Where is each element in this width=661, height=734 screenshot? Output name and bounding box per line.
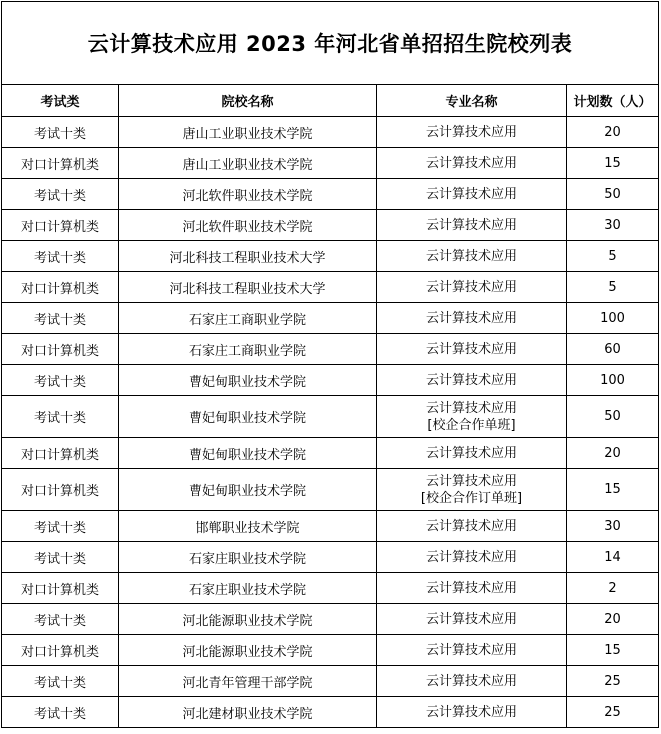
cell-category: 考试十类 xyxy=(2,241,119,272)
cell-school: 河北建材职业技术学院 xyxy=(119,697,377,728)
major-line: 云计算技术应用 xyxy=(425,217,517,233)
cell-major xyxy=(377,438,567,469)
cell-quota: 60 xyxy=(567,334,659,365)
cell-school: 石家庄工商职业学院 xyxy=(119,303,377,334)
cell-category: 对口计算机类 xyxy=(2,210,119,241)
major-line: 云计算技术应用 xyxy=(425,518,517,534)
header-major: 专业名称 xyxy=(377,85,567,117)
cell-quota: 15 xyxy=(567,148,659,179)
cell-quota: 100 xyxy=(567,365,659,396)
cell-category: 对口计算机类 xyxy=(2,438,119,469)
cell-category: 考试十类 xyxy=(2,511,119,542)
major-line: 云计算技术应用 xyxy=(425,400,517,416)
cell-major xyxy=(377,303,567,334)
table-row xyxy=(2,542,659,573)
cell-category: 考试十类 xyxy=(2,396,119,438)
cell-quota: 30 xyxy=(567,210,659,241)
major-line: 云计算技术应用 xyxy=(425,611,517,627)
major-line: 云计算技术应用 xyxy=(425,124,517,140)
cell-quota: 100 xyxy=(567,303,659,334)
cell-major xyxy=(377,210,567,241)
major-line: 云计算技术应用 xyxy=(425,341,517,357)
cell-quota: 50 xyxy=(567,179,659,210)
cell-major xyxy=(377,241,567,272)
table-row xyxy=(2,272,659,303)
page-title: 云计算技术应用 2023 年河北省单招招生院校列表 xyxy=(2,2,659,85)
cell-quota: 50 xyxy=(567,396,659,438)
major-line: 云计算技术应用 xyxy=(425,704,517,720)
cell-major xyxy=(377,117,567,148)
cell-school: 曹妃甸职业技术学院 xyxy=(119,396,377,438)
cell-major xyxy=(377,148,567,179)
table-row xyxy=(2,179,659,210)
cell-quota: 5 xyxy=(567,241,659,272)
header-school: 院校名称 xyxy=(119,85,377,117)
header-category: 考试类 xyxy=(2,85,119,117)
cell-major xyxy=(377,396,567,438)
cell-school: 河北软件职业技术学院 xyxy=(119,179,377,210)
cell-category: 对口计算机类 xyxy=(2,334,119,365)
cell-major xyxy=(377,697,567,728)
cell-category: 考试十类 xyxy=(2,542,119,573)
cell-category: 对口计算机类 xyxy=(2,272,119,303)
table-row xyxy=(2,469,659,511)
cell-category: 对口计算机类 xyxy=(2,573,119,604)
cell-school: 河北软件职业技术学院 xyxy=(119,210,377,241)
table-row xyxy=(2,303,659,334)
cell-major xyxy=(377,179,567,210)
major-line: 云计算技术应用 xyxy=(425,473,517,489)
cell-school: 河北青年管理干部学院 xyxy=(119,666,377,697)
cell-category: 考试十类 xyxy=(2,697,119,728)
cell-category: 考试十类 xyxy=(2,666,119,697)
table-row xyxy=(2,438,659,469)
major-line: 云计算技术应用 xyxy=(425,186,517,202)
table-row xyxy=(2,635,659,666)
cell-school: 曹妃甸职业技术学院 xyxy=(119,365,377,396)
cell-quota: 2 xyxy=(567,573,659,604)
major-line: 云计算技术应用 xyxy=(425,279,517,295)
cell-quota: 25 xyxy=(567,697,659,728)
cell-major xyxy=(377,573,567,604)
cell-quota: 20 xyxy=(567,117,659,148)
cell-quota: 14 xyxy=(567,542,659,573)
cell-quota: 20 xyxy=(567,438,659,469)
cell-school: 唐山工业职业技术学院 xyxy=(119,117,377,148)
major-line: 云计算技术应用 xyxy=(425,642,517,658)
cell-quota: 25 xyxy=(567,666,659,697)
table-row xyxy=(2,396,659,438)
cell-category: 对口计算机类 xyxy=(2,469,119,511)
cell-major xyxy=(377,511,567,542)
cell-school: 石家庄工商职业学院 xyxy=(119,334,377,365)
major-line: 云计算技术应用 xyxy=(425,549,517,565)
cell-category: 考试十类 xyxy=(2,604,119,635)
cell-quota: 5 xyxy=(567,272,659,303)
major-line: 云计算技术应用 xyxy=(425,445,517,461)
cell-school: 河北能源职业技术学院 xyxy=(119,635,377,666)
cell-major xyxy=(377,272,567,303)
table-row xyxy=(2,573,659,604)
cell-quota: 20 xyxy=(567,604,659,635)
cell-category: 考试十类 xyxy=(2,179,119,210)
table-row xyxy=(2,365,659,396)
table-row xyxy=(2,511,659,542)
table-row xyxy=(2,604,659,635)
header-row xyxy=(2,85,659,117)
cell-category: 对口计算机类 xyxy=(2,635,119,666)
major-line: 云计算技术应用 xyxy=(425,673,517,689)
cell-school: 河北能源职业技术学院 xyxy=(119,604,377,635)
cell-quota: 30 xyxy=(567,511,659,542)
cell-major xyxy=(377,365,567,396)
major-line: [校企合作单班] xyxy=(427,417,516,433)
cell-category: 考试十类 xyxy=(2,117,119,148)
cell-major xyxy=(377,334,567,365)
cell-major xyxy=(377,666,567,697)
major-line: 云计算技术应用 xyxy=(425,310,517,326)
cell-major xyxy=(377,542,567,573)
cell-school: 石家庄职业技术学院 xyxy=(119,542,377,573)
table-row xyxy=(2,666,659,697)
major-line: 云计算技术应用 xyxy=(425,155,517,171)
table-row xyxy=(2,241,659,272)
cell-quota: 15 xyxy=(567,635,659,666)
cell-category: 考试十类 xyxy=(2,365,119,396)
cell-major xyxy=(377,469,567,511)
table-row xyxy=(2,117,659,148)
cell-school: 邯郸职业技术学院 xyxy=(119,511,377,542)
cell-school: 唐山工业职业技术学院 xyxy=(119,148,377,179)
cell-category: 对口计算机类 xyxy=(2,148,119,179)
cell-quota: 15 xyxy=(567,469,659,511)
cell-major xyxy=(377,635,567,666)
cell-school: 曹妃甸职业技术学院 xyxy=(119,469,377,511)
major-line: 云计算技术应用 xyxy=(425,580,517,596)
cell-school: 曹妃甸职业技术学院 xyxy=(119,438,377,469)
major-line: [校企合作订单班] xyxy=(420,490,523,506)
major-line: 云计算技术应用 xyxy=(425,372,517,388)
title-row xyxy=(2,2,659,85)
cell-category: 考试十类 xyxy=(2,303,119,334)
table-row xyxy=(2,210,659,241)
cell-major xyxy=(377,604,567,635)
table-row xyxy=(2,334,659,365)
table-row xyxy=(2,148,659,179)
major-line: 云计算技术应用 xyxy=(425,248,517,264)
table-body xyxy=(2,117,659,728)
cell-school: 河北科技工程职业技术大学 xyxy=(119,272,377,303)
table-row xyxy=(2,697,659,728)
school-list-table xyxy=(1,1,659,728)
cell-school: 河北科技工程职业技术大学 xyxy=(119,241,377,272)
header-quota: 计划数（人） xyxy=(567,85,659,117)
cell-school: 石家庄职业技术学院 xyxy=(119,573,377,604)
